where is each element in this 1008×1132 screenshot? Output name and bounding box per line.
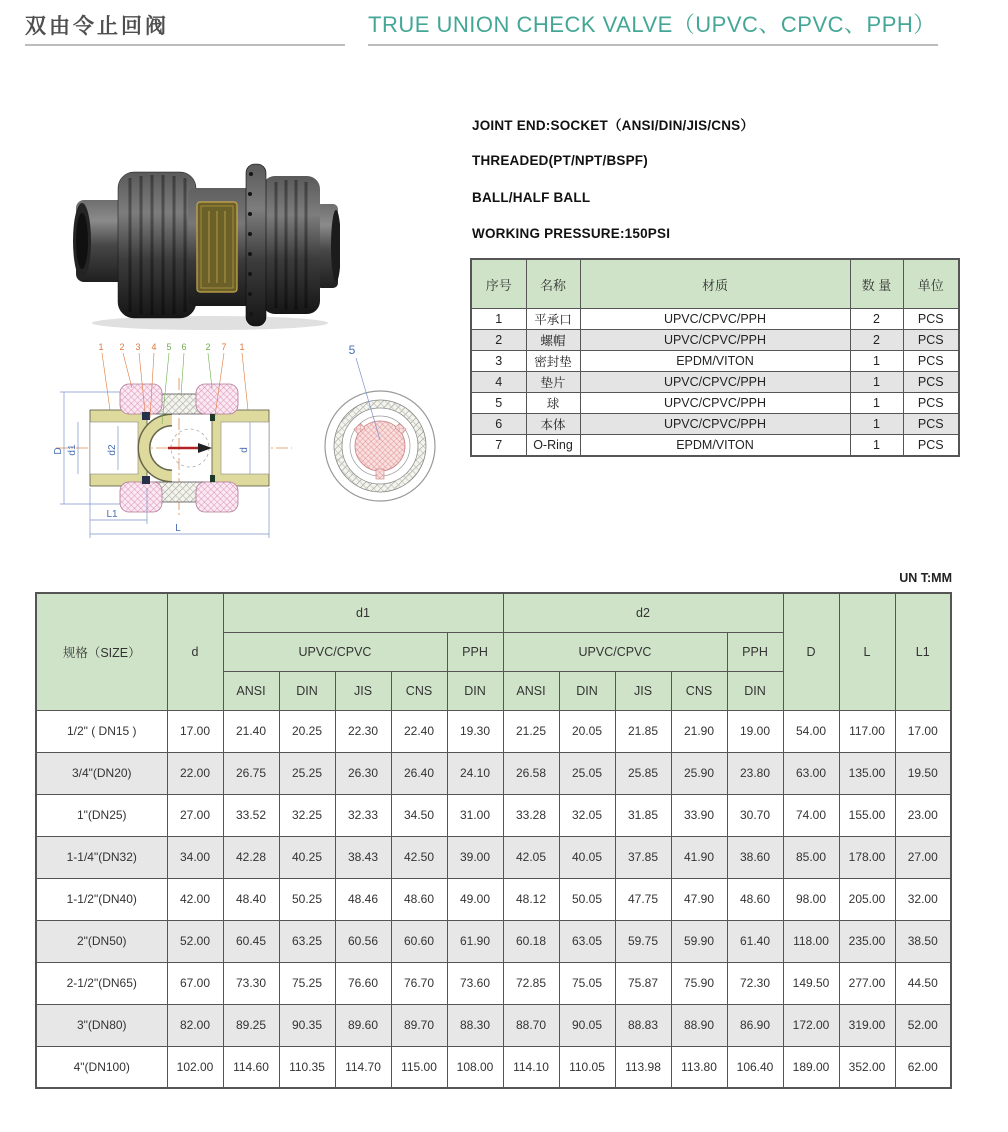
parts-cell: UPVC/CPVC/PPH [580, 372, 850, 393]
size-cell: 63.25 [279, 920, 335, 962]
size-cell: 117.00 [839, 710, 895, 752]
left-socket-bore [76, 213, 88, 269]
size-cell: 2-1/2"(DN65) [36, 962, 167, 1004]
ball-tab-bottom [376, 469, 384, 479]
parts-row [471, 330, 959, 351]
size-header-d2-din: DIN [559, 671, 615, 710]
size-cell: 110.05 [559, 1046, 615, 1088]
parts-cell: PCS [903, 393, 959, 414]
parts-cell: PCS [903, 309, 959, 330]
parts-cell: 球 [526, 393, 580, 414]
size-cell: 352.00 [839, 1046, 895, 1088]
size-cell: 47.90 [671, 878, 727, 920]
size-header-d1-jis: JIS [335, 671, 391, 710]
size-cell: 20.05 [559, 710, 615, 752]
parts-header-name: 名称 [526, 259, 580, 309]
parts-cell: 平承口 [526, 309, 580, 330]
callout-1: 1 [98, 342, 104, 352]
size-table-header [36, 593, 951, 710]
size-cell: 26.40 [391, 752, 447, 794]
size-cell: 82.00 [167, 1004, 223, 1046]
size-cell: 40.25 [279, 836, 335, 878]
size-cell: 32.25 [279, 794, 335, 836]
size-cell: 42.28 [223, 836, 279, 878]
dim-label-L: L [175, 523, 181, 534]
size-cell: 20.25 [279, 710, 335, 752]
size-cell: 89.70 [391, 1004, 447, 1046]
dim-label-d1: d1 [67, 444, 78, 456]
right-union-nut [262, 176, 320, 314]
size-cell: 73.30 [223, 962, 279, 1004]
spec-line: JOINT END:SOCKET（ANSI/DIN/JIS/CNS） [472, 118, 755, 134]
size-cell: 34.00 [167, 836, 223, 878]
size-header-d1-upvc-cpvc: UPVC/CPVC [223, 632, 447, 671]
size-header-d2-upvc-cpvc: UPVC/CPVC [503, 632, 727, 671]
size-cell: 155.00 [839, 794, 895, 836]
size-cell: 118.00 [783, 920, 839, 962]
size-cell: 73.60 [447, 962, 503, 1004]
size-cell: 25.85 [615, 752, 671, 794]
size-cell: 38.60 [727, 836, 783, 878]
size-cell: 75.05 [559, 962, 615, 1004]
parts-header-qty: 数 量 [850, 259, 903, 309]
size-header-L1: L1 [895, 593, 951, 710]
size-row [36, 920, 951, 962]
size-cell: 90.05 [559, 1004, 615, 1046]
parts-cell: 1 [850, 435, 903, 457]
valve-label [197, 202, 237, 292]
size-row [36, 1046, 951, 1088]
spec-line: BALL/HALF BALL [472, 189, 591, 205]
size-cell: 63.05 [559, 920, 615, 962]
size-cell: 23.00 [895, 794, 951, 836]
size-cell: 113.80 [671, 1046, 727, 1088]
dim-label-D: D [53, 447, 64, 455]
size-header-D: D [783, 593, 839, 710]
size-cell: 102.00 [167, 1046, 223, 1088]
size-cell: 24.10 [447, 752, 503, 794]
size-cell: 88.90 [671, 1004, 727, 1046]
size-table-body [36, 710, 951, 1088]
oring-top-right [210, 414, 215, 421]
union-nut-top-right [196, 384, 238, 414]
size-cell: 189.00 [783, 1046, 839, 1088]
parts-header-material: 材质 [580, 259, 850, 309]
parts-cell: 7 [471, 435, 526, 457]
size-cell: 76.70 [391, 962, 447, 1004]
size-cell: 1"(DN25) [36, 794, 167, 836]
size-cell: 60.56 [335, 920, 391, 962]
size-cell: 54.00 [783, 710, 839, 752]
size-cell: 37.85 [615, 836, 671, 878]
size-cell: 30.70 [727, 794, 783, 836]
size-row [36, 752, 951, 794]
end-view-callout-5: 5 [348, 343, 356, 357]
parts-row [471, 351, 959, 372]
parts-table [470, 258, 960, 457]
seal-bottom-left [142, 476, 150, 484]
size-header-d1-cns: CNS [391, 671, 447, 710]
parts-cell: 1 [850, 414, 903, 435]
size-cell: 86.90 [727, 1004, 783, 1046]
size-cell: 17.00 [167, 710, 223, 752]
size-cell: 48.12 [503, 878, 559, 920]
size-cell: 21.25 [503, 710, 559, 752]
size-header-d: d [167, 593, 223, 710]
size-cell: 205.00 [839, 878, 895, 920]
size-cell: 22.30 [335, 710, 391, 752]
callout-4: 4 [151, 342, 157, 352]
size-cell: 44.50 [895, 962, 951, 1004]
size-header-d1-pph-din: DIN [447, 671, 503, 710]
size-cell: 42.50 [391, 836, 447, 878]
size-cell: 88.30 [447, 1004, 503, 1046]
size-cell: 3/4"(DN20) [36, 752, 167, 794]
parts-cell: 3 [471, 351, 526, 372]
size-cell: 21.85 [615, 710, 671, 752]
valve-photo-group [73, 164, 340, 330]
size-cell: 67.00 [167, 962, 223, 1004]
size-header-d2-pph: PPH [727, 632, 783, 671]
size-cell: 149.50 [783, 962, 839, 1004]
parts-row [471, 372, 959, 393]
size-row [36, 836, 951, 878]
size-cell: 26.58 [503, 752, 559, 794]
union-nut-top-left [120, 384, 162, 414]
size-cell: 31.85 [615, 794, 671, 836]
parts-cell: 2 [471, 330, 526, 351]
size-table [35, 592, 952, 1089]
parts-cell: 本体 [526, 414, 580, 435]
size-cell: 59.75 [615, 920, 671, 962]
parts-row [471, 414, 959, 435]
size-cell: 89.60 [335, 1004, 391, 1046]
size-row [36, 710, 951, 752]
callout-5: 5 [166, 342, 172, 352]
union-nut-bottom-right [196, 482, 238, 512]
size-cell: 32.00 [895, 878, 951, 920]
size-cell: 21.90 [671, 710, 727, 752]
size-cell: 108.00 [447, 1046, 503, 1088]
size-cell: 110.35 [279, 1046, 335, 1088]
size-row [36, 1004, 951, 1046]
size-cell: 235.00 [839, 920, 895, 962]
size-cell: 23.80 [727, 752, 783, 794]
size-cell: 19.50 [895, 752, 951, 794]
size-cell: 27.00 [167, 794, 223, 836]
size-cell: 48.60 [727, 878, 783, 920]
size-cell: 33.52 [223, 794, 279, 836]
parts-cell: PCS [903, 372, 959, 393]
parts-cell: EPDM/VITON [580, 435, 850, 457]
size-cell: 52.00 [895, 1004, 951, 1046]
size-cell: 88.70 [503, 1004, 559, 1046]
title-underline-right [368, 44, 938, 46]
size-header-d1-pph: PPH [447, 632, 503, 671]
dim-label-d2: d2 [107, 444, 118, 456]
callout-1b: 1 [239, 342, 245, 352]
size-cell: 1-1/2"(DN40) [36, 878, 167, 920]
size-cell: 88.83 [615, 1004, 671, 1046]
parts-cell: 6 [471, 414, 526, 435]
parts-table-body [471, 309, 959, 457]
size-cell: 2"(DN50) [36, 920, 167, 962]
parts-cell: 螺帽 [526, 330, 580, 351]
size-cell: 172.00 [783, 1004, 839, 1046]
size-cell: 42.05 [503, 836, 559, 878]
size-cell: 90.35 [279, 1004, 335, 1046]
size-cell: 60.45 [223, 920, 279, 962]
parts-row [471, 393, 959, 414]
parts-cell: 垫片 [526, 372, 580, 393]
size-header-d1: d1 [223, 593, 503, 632]
parts-cell: UPVC/CPVC/PPH [580, 393, 850, 414]
size-row [36, 962, 951, 1004]
size-cell: 89.25 [223, 1004, 279, 1046]
size-cell: 52.00 [167, 920, 223, 962]
size-cell: 21.40 [223, 710, 279, 752]
size-header-d1-din: DIN [279, 671, 335, 710]
technical-drawing [50, 338, 470, 548]
title-underline-left [25, 44, 345, 46]
size-cell: 26.75 [223, 752, 279, 794]
size-cell: 60.18 [503, 920, 559, 962]
size-cell: 40.05 [559, 836, 615, 878]
size-header-d2-ansi: ANSI [503, 671, 559, 710]
size-cell: 76.60 [335, 962, 391, 1004]
size-cell: 17.00 [895, 710, 951, 752]
size-cell: 33.90 [671, 794, 727, 836]
size-cell: 63.00 [783, 752, 839, 794]
parts-cell: PCS [903, 414, 959, 435]
size-cell: 33.28 [503, 794, 559, 836]
parts-cell: 2 [850, 309, 903, 330]
size-cell: 61.90 [447, 920, 503, 962]
size-cell: 113.98 [615, 1046, 671, 1088]
size-cell: 38.43 [335, 836, 391, 878]
parts-row [471, 435, 959, 457]
product-photo [70, 158, 340, 333]
parts-cell: PCS [903, 435, 959, 457]
parts-cell: PCS [903, 351, 959, 372]
parts-cell: UPVC/CPVC/PPH [580, 309, 850, 330]
size-cell: 19.00 [727, 710, 783, 752]
size-cell: 48.46 [335, 878, 391, 920]
parts-cell: 1 [850, 393, 903, 414]
size-cell: 114.70 [335, 1046, 391, 1088]
size-cell: 25.05 [559, 752, 615, 794]
callout-7: 7 [221, 342, 227, 352]
size-header-L: L [839, 593, 895, 710]
callout-3: 3 [135, 342, 141, 352]
seal-top-left [142, 412, 150, 420]
spec-list [472, 106, 754, 252]
size-cell: 22.00 [167, 752, 223, 794]
size-cell: 60.60 [391, 920, 447, 962]
parts-cell: EPDM/VITON [580, 351, 850, 372]
size-cell: 135.00 [839, 752, 895, 794]
size-cell: 22.40 [391, 710, 447, 752]
parts-cell: 1 [850, 372, 903, 393]
size-cell: 27.00 [895, 836, 951, 878]
size-cell: 4"(DN100) [36, 1046, 167, 1088]
size-header-d1-ansi: ANSI [223, 671, 279, 710]
size-header-d2-cns: CNS [671, 671, 727, 710]
size-cell: 31.00 [447, 794, 503, 836]
size-cell: 75.87 [615, 962, 671, 1004]
unit-note: UN T:MM [899, 571, 952, 585]
spec-line: THREADED(PT/NPT/BSPF) [472, 153, 648, 169]
parts-row [471, 309, 959, 330]
callout-2: 2 [119, 342, 125, 352]
size-cell: 25.90 [671, 752, 727, 794]
size-cell: 19.30 [447, 710, 503, 752]
size-cell: 62.00 [895, 1046, 951, 1088]
size-cell: 50.25 [279, 878, 335, 920]
page-title-english: TRUE UNION CHECK VALVE（UPVC、CPVC、PPH） [368, 12, 936, 37]
flow-arrow-head [198, 443, 212, 453]
size-cell: 41.90 [671, 836, 727, 878]
size-cell: 61.40 [727, 920, 783, 962]
page-title-chinese: 双由令止回阀 [25, 15, 169, 38]
size-cell: 72.85 [503, 962, 559, 1004]
size-cell: 42.00 [167, 878, 223, 920]
size-header-size: 规格（SIZE） [36, 593, 167, 710]
size-cell: 47.75 [615, 878, 671, 920]
parts-cell: 4 [471, 372, 526, 393]
spec-line: WORKING PRESSURE:150PSI [472, 226, 671, 242]
parts-table-header [471, 259, 959, 309]
photo-shadow [92, 316, 328, 330]
size-cell: 319.00 [839, 1004, 895, 1046]
union-nut-bottom-left [120, 482, 162, 512]
parts-cell: PCS [903, 330, 959, 351]
size-row [36, 794, 951, 836]
size-cell: 48.40 [223, 878, 279, 920]
size-cell: 32.33 [335, 794, 391, 836]
oring-bottom-right [210, 475, 215, 482]
size-cell: 49.00 [447, 878, 503, 920]
size-cell: 114.10 [503, 1046, 559, 1088]
size-cell: 85.00 [783, 836, 839, 878]
dim-label-d: d [239, 447, 250, 453]
parts-cell: UPVC/CPVC/PPH [580, 414, 850, 435]
parts-header-unit: 单位 [903, 259, 959, 309]
end-view [325, 343, 435, 501]
size-cell: 115.00 [391, 1046, 447, 1088]
parts-cell: UPVC/CPVC/PPH [580, 330, 850, 351]
parts-cell: 5 [471, 393, 526, 414]
size-cell: 38.50 [895, 920, 951, 962]
dim-label-L1: L1 [106, 509, 118, 520]
size-cell: 59.90 [671, 920, 727, 962]
size-cell: 26.30 [335, 752, 391, 794]
size-cell: 75.25 [279, 962, 335, 1004]
size-header-d2-pph-din: DIN [727, 671, 783, 710]
size-cell: 1/2" ( DN15 ) [36, 710, 167, 752]
size-cell: 75.90 [671, 962, 727, 1004]
size-cell: 98.00 [783, 878, 839, 920]
size-cell: 48.60 [391, 878, 447, 920]
size-cell: 178.00 [839, 836, 895, 878]
size-cell: 277.00 [839, 962, 895, 1004]
size-cell: 39.00 [447, 836, 503, 878]
size-row [36, 878, 951, 920]
size-cell: 3"(DN80) [36, 1004, 167, 1046]
size-cell: 114.60 [223, 1046, 279, 1088]
size-header-d2-jis: JIS [615, 671, 671, 710]
size-cell: 72.30 [727, 962, 783, 1004]
parts-cell: 1 [850, 351, 903, 372]
cross-section-view [53, 342, 292, 538]
size-cell: 1-1/4"(DN32) [36, 836, 167, 878]
size-cell: 50.05 [559, 878, 615, 920]
parts-cell: 密封垫 [526, 351, 580, 372]
callout-2b: 2 [205, 342, 211, 352]
size-cell: 25.25 [279, 752, 335, 794]
right-nut-flange [246, 164, 266, 326]
size-cell: 106.40 [727, 1046, 783, 1088]
size-header-d2: d2 [503, 593, 783, 632]
parts-cell: 1 [471, 309, 526, 330]
parts-cell: O-Ring [526, 435, 580, 457]
parts-cell: 2 [850, 330, 903, 351]
callout-6: 6 [181, 342, 187, 352]
size-cell: 74.00 [783, 794, 839, 836]
size-cell: 34.50 [391, 794, 447, 836]
parts-header-no: 序号 [471, 259, 526, 309]
size-cell: 32.05 [559, 794, 615, 836]
